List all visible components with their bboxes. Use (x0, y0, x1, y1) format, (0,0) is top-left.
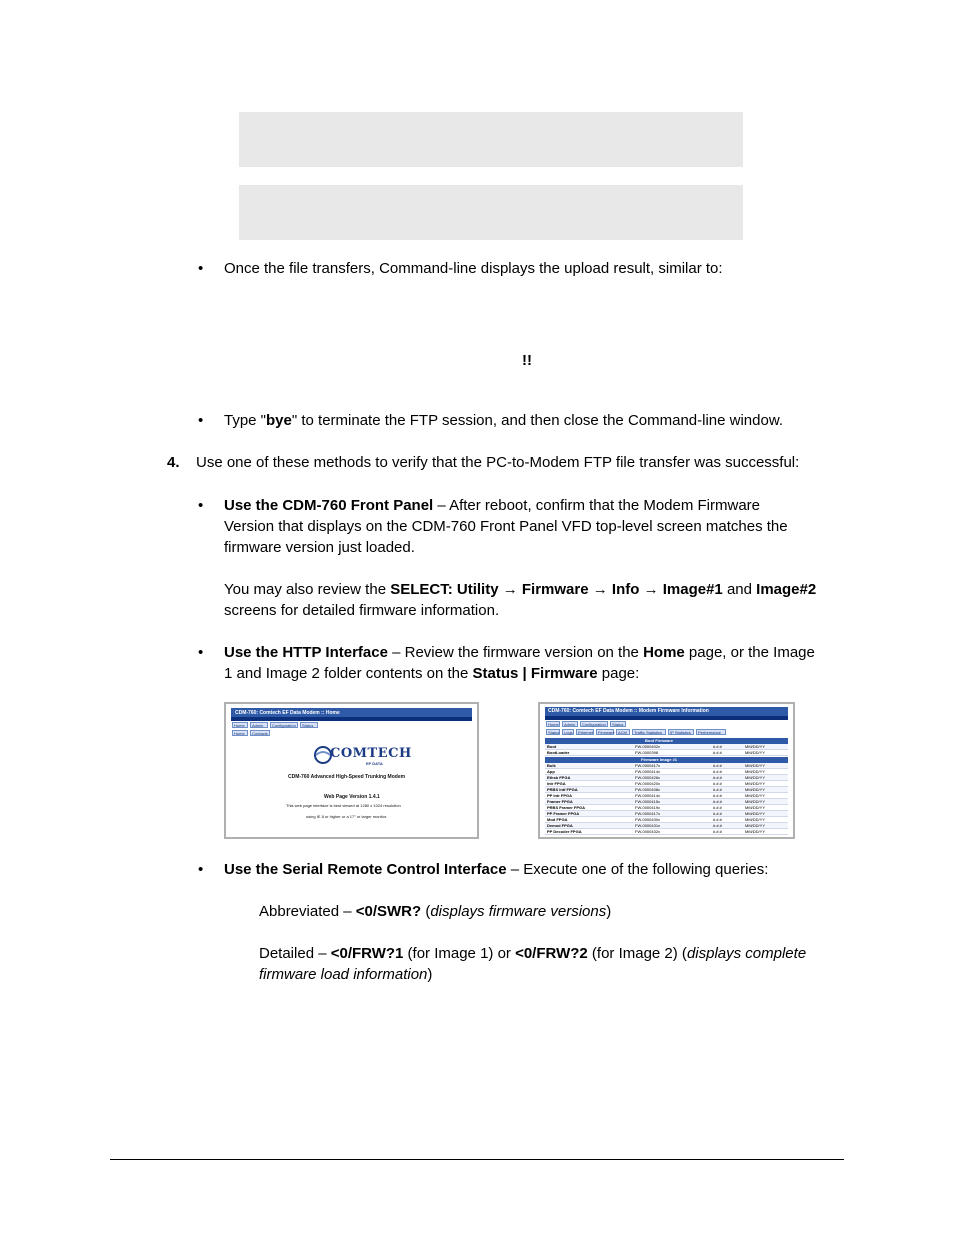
table-cell: #.#.# (713, 805, 722, 810)
front-panel-title: Use the CDM-760 Front Panel (224, 497, 434, 514)
table-cell: #.#.# (713, 775, 722, 780)
select-menu-path: SELECT: Utility → Firmware → Info → Image#1 (390, 581, 723, 598)
table-cell: MM/DD/YY (745, 775, 765, 780)
comtech-logo-text: COMTECH (330, 746, 412, 761)
http-line-2: 1 and Image 2 folder contents on the Status | Firmware page: (224, 665, 640, 682)
table-cell: FW-0000408x (635, 787, 661, 792)
table-cell: FW-0000417x (635, 811, 661, 816)
table-cell: FW-0000420x (635, 781, 661, 786)
upload-result-text: Once the file transfers, Command-line displays the upload result, similar to: (224, 260, 723, 277)
front-panel-line-2: Version that displays on the CDM-760 Front Panel VFD top-level screen matches the (224, 518, 788, 535)
footer-rule (110, 1159, 844, 1160)
frw2-command: <0/FRW?2 (515, 945, 588, 962)
table-cell: MM/DD/YY (745, 781, 765, 786)
bullet-marker: • (198, 412, 204, 429)
table-cell: FW-0000426x (635, 775, 661, 780)
thumb-header-title: CDM-760: Comtech EF Data Modem :: Modem Firmware Information (548, 708, 709, 714)
table-cell: MM/DD/YY (745, 769, 765, 774)
table-cell: BootLoader (547, 750, 570, 755)
bye-command: bye (266, 412, 292, 429)
table-cell: MM/DD/YY (745, 805, 765, 810)
image2-label: Image#2 (756, 581, 817, 598)
step-number: 4. (167, 454, 180, 471)
table-cell: FW-0000414x (635, 769, 661, 774)
table-cell: FW-0000402x (635, 744, 661, 749)
table-cell: MM/DD/YY (745, 787, 765, 792)
table-cell: FW-0000430x (635, 817, 661, 822)
thumb-subtab: Home (232, 730, 248, 736)
swr-command: <0/SWR? (355, 903, 422, 920)
thumb-subtab: Contacts (250, 730, 270, 736)
thumb-note-1: This web page interface is best viewed at 1280 x 1024 resolution (286, 803, 401, 808)
image1-section-header: Firmware Image #1 (545, 757, 788, 763)
comtech-logo-subtext: EF DATA (366, 761, 383, 766)
thumb-tab: Home (548, 722, 559, 727)
table-cell: PP Decoder FPGA (547, 829, 582, 834)
http-line-1: Use the HTTP Interface – Review the firmware version on the Home page, or the Image (224, 644, 815, 661)
detailed-query-line-2: firmware load information) (259, 966, 433, 983)
firmware-page-screenshot (538, 702, 795, 839)
table-cell: #.#.# (713, 799, 722, 804)
step-text: Use one of these methods to verify that the PC-to-Modem FTP file transfer was successful: (196, 454, 800, 471)
thumb-subtab: Ethernet (578, 730, 594, 735)
table-cell: #.#.# (713, 763, 722, 768)
front-panel-review-line: You may also review the SELECT: Utility → Firmware → Info → Image#1 and Image#2 (224, 581, 817, 598)
thumb-header-title: CDM-760: Comtech EF Data Modem :: Home (235, 710, 340, 716)
table-cell: Boot (547, 744, 557, 749)
table-cell: #.#.# (713, 769, 722, 774)
thumb-web-version: Web Page Version 1.4.1 (324, 794, 380, 800)
serial-title: Use the Serial Remote Control Interface (224, 861, 507, 878)
front-panel-review-line-2: screens for detailed firmware information. (224, 602, 500, 619)
table-cell: Framer FPGA (547, 799, 573, 804)
abbreviated-query: Abbreviated – <0/SWR? (displays firmware versions) (259, 903, 612, 920)
table-cell: FW-0000398 (635, 750, 659, 755)
thumb-tab: Status (610, 721, 626, 727)
table-cell: #.#.# (713, 823, 722, 828)
table-cell: PRBS Intf FPGA (547, 787, 578, 792)
table-cell: MM/DD/YY (745, 817, 765, 822)
thumb-subtab: Firmware (598, 730, 615, 735)
boot-firmware-section-header: Boot Firmware (545, 738, 788, 744)
table-cell: #.#.# (713, 793, 722, 798)
command-code-box-1 (239, 112, 743, 167)
thumb-subtab: Logs (564, 730, 573, 735)
table-cell: #.#.# (713, 781, 722, 786)
front-panel-line-1: Use the CDM-760 Front Panel – After reboot, confirm that the Modem Firmware (224, 497, 761, 514)
table-cell: MM/DD/YY (745, 744, 765, 749)
table-cell: MM/DD/YY (745, 763, 765, 768)
table-cell: FW-0000417x (635, 763, 661, 768)
table-cell: #.#.# (713, 787, 722, 792)
table-cell: PRBS Framer FPGA (547, 805, 586, 810)
table-cell: FW-0000414x (635, 793, 661, 798)
table-row (545, 750, 788, 756)
bullet-marker: • (198, 644, 204, 661)
table-cell: MM/DD/YY (745, 793, 765, 798)
frw1-command: <0/FRW?1 (330, 945, 404, 962)
thumb-tab: Home (232, 722, 248, 728)
thumb-note-2: using IE 8 or higher or a 17" or larger monitor. (306, 814, 388, 819)
table-cell: Demod FPGA (547, 823, 573, 828)
thumb-tab: Configuration (580, 721, 608, 727)
http-title: Use the HTTP Interface (224, 644, 388, 661)
thumb-model-name: CDM-760 Advanced High-Speed Trunking Modem (288, 774, 406, 780)
thumb-tab: Status (300, 722, 318, 728)
bye-instruction: Type "bye" to terminate the FTP session, and then close the Command-line window. (224, 412, 784, 429)
table-cell: #.#.# (713, 811, 722, 816)
table-cell: #.#.# (713, 744, 722, 749)
status-firmware-label: Status | Firmware (472, 665, 598, 682)
table-cell: PP Framer FPGA (547, 811, 580, 816)
table-cell: #.#.# (713, 817, 722, 822)
thumb-tab: Configuration (270, 722, 298, 728)
table-cell: MM/DD/YY (745, 829, 765, 834)
table-cell: #.#.# (713, 750, 722, 755)
table-cell: MM/DD/YY (745, 799, 765, 804)
thumb-tab: Admin (250, 722, 268, 728)
table-cell: #.#.# (713, 829, 722, 834)
thumb-subtab: Traffic Statistics (632, 729, 666, 735)
table-cell: Bulk (547, 763, 556, 768)
thumb-subtab: Status (548, 730, 560, 735)
bullet-marker: • (198, 497, 204, 514)
home-page-label: Home (643, 644, 685, 661)
thumb-subtab: Performance (696, 729, 726, 735)
table-cell: Mod FPGA (547, 817, 568, 822)
thumb-nav-strip (545, 716, 788, 720)
thumb-subtab: ACM (616, 729, 630, 735)
table-cell: Intr FPGA (547, 781, 566, 786)
table-cell: MM/DD/YY (745, 811, 765, 816)
thumb-nav-strip (231, 717, 472, 721)
serial-line: Use the Serial Remote Control Interface – Execute one of the following queries: (224, 861, 769, 878)
table-cell: FW-0000432x (635, 829, 661, 834)
thumb-subtab: IP Statistics (668, 729, 694, 735)
table-cell: FW-0000431x (635, 823, 661, 828)
bullet-marker: • (198, 861, 204, 878)
detailed-query-line-1: Detailed – <0/FRW?1 (for Image 1) or <0/FRW?2 (for Image 2) (displays complete (259, 945, 807, 962)
bullet-marker: • (198, 260, 204, 277)
thumb-tab: Admin (562, 721, 578, 727)
table-cell: FW-0000415x (635, 799, 661, 804)
table-cell: App (547, 769, 555, 774)
home-page-screenshot (224, 702, 479, 839)
table-cell: Ethsb FPGA (547, 775, 571, 780)
table-cell: PP Intr FPGA (547, 793, 573, 798)
command-code-box-2 (239, 185, 743, 240)
table-row (545, 829, 788, 835)
front-panel-line-3: firmware version just loaded. (224, 539, 415, 556)
table-cell: MM/DD/YY (745, 823, 765, 828)
table-cell: MM/DD/YY (745, 750, 765, 755)
table-cell: FW-0000419x (635, 805, 661, 810)
upload-result-fragment: !! (522, 352, 532, 369)
